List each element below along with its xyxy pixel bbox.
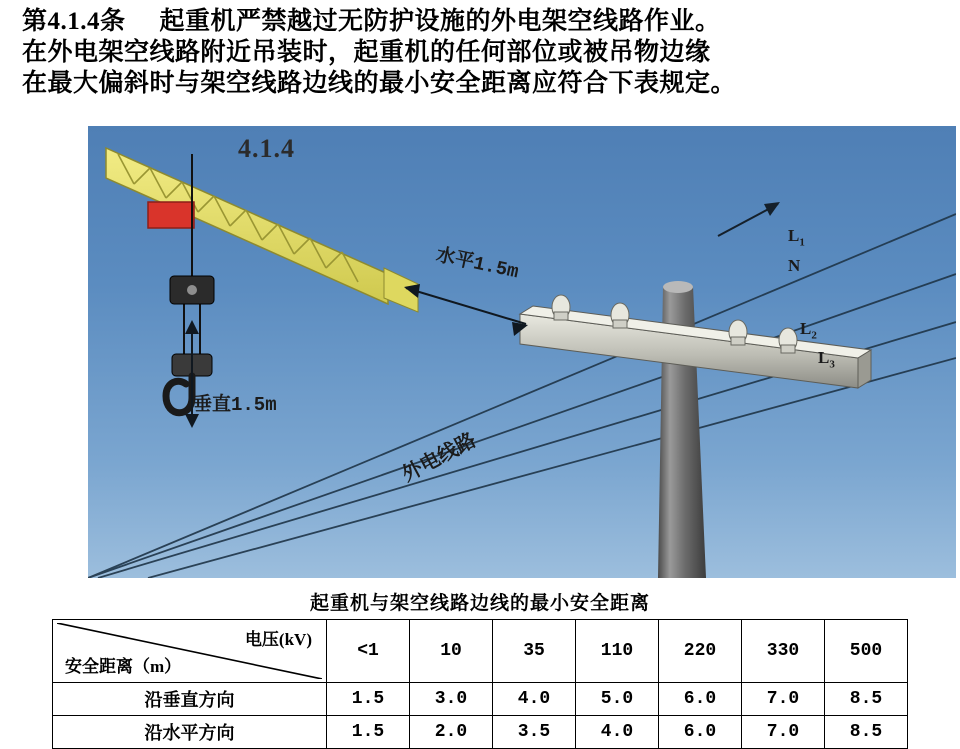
corner-bottom-label: 安全距离（m） <box>65 657 182 676</box>
cell-r0-c4: 6.0 <box>659 683 742 716</box>
conductor-label-l1: $L_1$ <box>788 226 805 249</box>
safety-distance-table-wrap <box>52 586 908 749</box>
horizontal-distance-arrow <box>404 284 528 336</box>
cell-r1-c2: 3.5 <box>493 716 576 749</box>
conductor-label-l2: $L_2$ <box>800 319 817 342</box>
cell-r1-c3: 4.0 <box>576 716 659 749</box>
table-row <box>53 683 908 716</box>
safety-distance-table <box>52 619 908 749</box>
heading-line-3: 在最大偏斜时与架空线路边线的最小安全距离应符合下表规定。 <box>22 70 737 97</box>
cell-r0-c0: 1.5 <box>327 683 410 716</box>
table-corner-cell <box>53 620 327 683</box>
heading-unit: 条 <box>100 8 126 35</box>
page-title <box>22 6 942 99</box>
voltage-header-6: 500 <box>825 620 908 683</box>
conductor-label-l3: $L_3$ <box>818 348 835 371</box>
row-label-vertical: 沿垂直方向 <box>53 683 327 716</box>
heading-text-1: 起重机严禁越过无防护设施的外电架空线路作业。 <box>159 8 721 35</box>
figure-illustration <box>88 126 956 578</box>
direction-arrow-icon <box>718 202 780 236</box>
heading-line-2: 在外电架空线路附近吊装时，起重机的任何部位或被吊物边缘 <box>22 39 711 66</box>
row-label-horizontal: 沿水平方向 <box>53 716 327 749</box>
voltage-header-1: 10 <box>410 620 493 683</box>
cell-r1-c1: 2.0 <box>410 716 493 749</box>
cell-r1-c0: 1.5 <box>327 716 410 749</box>
table-title: 起重机与架空线路边线的最小安全距离 <box>309 593 650 614</box>
figure-number-label: 4.1.4 <box>238 134 295 163</box>
cell-r1-c6: 8.5 <box>825 716 908 749</box>
voltage-header-2: 35 <box>493 620 576 683</box>
cell-r1-c5: 7.0 <box>742 716 825 749</box>
conductor-label-n: N <box>788 256 801 275</box>
voltage-header-3: 110 <box>576 620 659 683</box>
label-outer-power-line: 外电线路 <box>398 429 480 487</box>
crane-red-block <box>148 202 194 228</box>
voltage-header-4: 220 <box>659 620 742 683</box>
voltage-header-5: 330 <box>742 620 825 683</box>
table-row <box>53 716 908 749</box>
table-header-row <box>53 620 908 683</box>
heading-prefix: 第 <box>22 8 48 35</box>
crane-boom <box>106 148 418 312</box>
cell-r0-c6: 8.5 <box>825 683 908 716</box>
cell-r0-c1: 3.0 <box>410 683 493 716</box>
cell-r0-c2: 4.0 <box>493 683 576 716</box>
cell-r0-c5: 7.0 <box>742 683 825 716</box>
corner-top-label: 电压(kV) <box>244 630 312 649</box>
cell-r1-c4: 6.0 <box>659 716 742 749</box>
label-vertical-distance: 垂直1.5m <box>193 394 277 416</box>
label-horizontal-distance: 水平1.5m <box>434 244 521 284</box>
voltage-header-0: <1 <box>327 620 410 683</box>
cell-r0-c3: 5.0 <box>576 683 659 716</box>
clause-number: 4.1.4 <box>47 8 101 35</box>
heading-line-1 <box>22 6 942 37</box>
